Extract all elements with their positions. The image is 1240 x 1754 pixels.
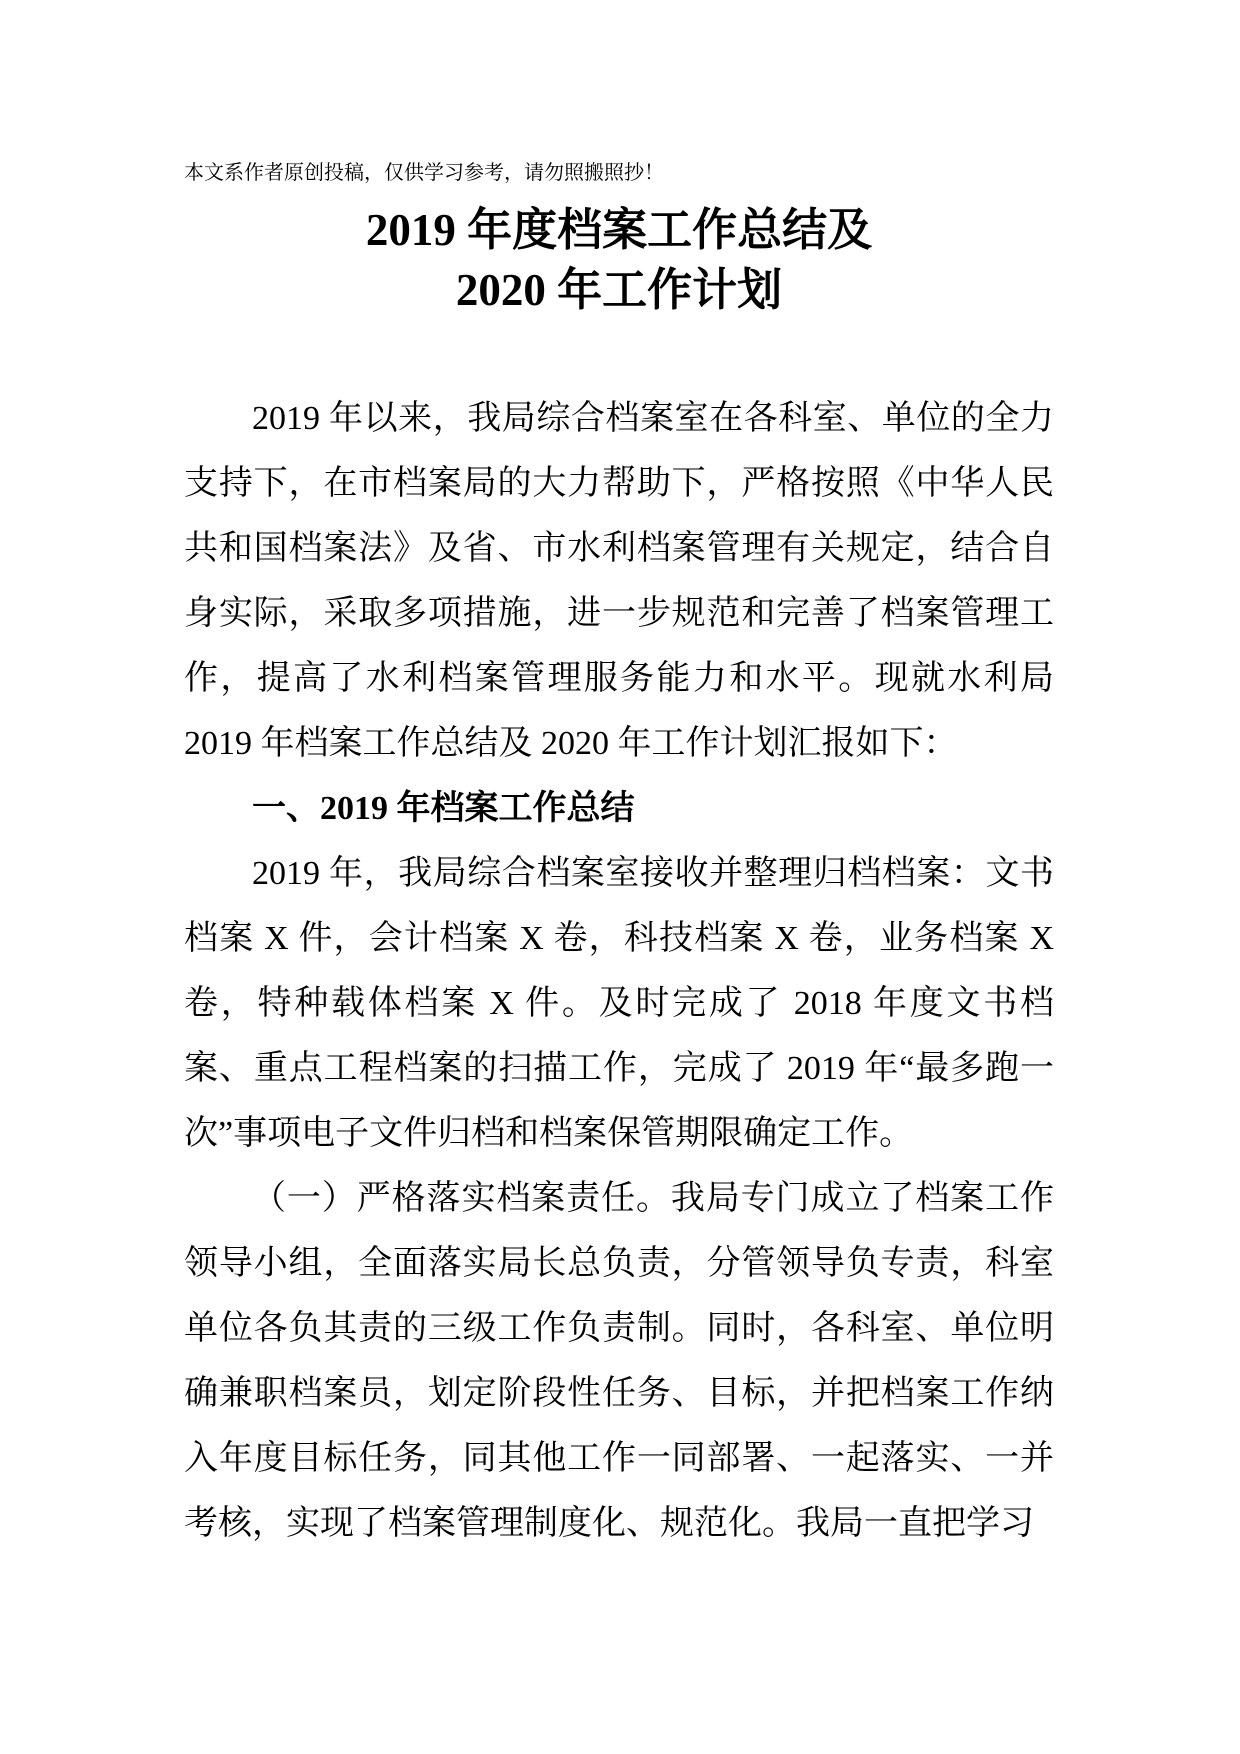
- paragraph-archive-statistics: 2019 年，我局综合档案室接收并整理归档档案：文书档案 X 件，会计档案 X 卷，科技档案 X 卷，业务档案 X 卷，特种载体档案 X 件。及时完成了 2018 年度文书档案、重点工程档案的扫描工作，完成了 2019 年“最多跑一次”事项电子文件归档和档案保管期限确定工作。: [184, 855, 1054, 1152]
- document-body: [184, 386, 1054, 1556]
- section-heading-2019-summary: 一、2019 年档案工作总结: [252, 790, 635, 827]
- title-line-2: 2020 年工作计划: [455, 265, 783, 315]
- disclaimer-text: 本文系作者原创投稿，仅供学习参考，请勿照搬照抄！: [184, 162, 664, 184]
- paragraph-intro: 2019 年以来，我局综合档案室在各科室、单位的全力支持下，在市档案局的大力帮助下，严格按照《中华人民共和国档案法》及省、市水利档案管理有关规定，结合自身实际，采取多项措施，进一步规范和完善了档案管理工作，提高了水利档案管理服务能力和水平。现就水利局 2019 年档案工作总结及 2020 年工作计划汇报如下：: [184, 400, 1054, 762]
- document-title: [184, 200, 1054, 320]
- title-line-1: 2019 年度档案工作总结及: [365, 205, 873, 255]
- paragraph-archive-responsibility: （一）严格落实档案责任。我局专门成立了档案工作领导小组，全面落实局长总负责，分管领导负专责，科室单位各负其责的三级工作负责制。同时，各科室、单位明确兼职档案员，划定阶段性任务、目标，并把档案工作纳入年度目标任务，同其他工作一同部署、一起落实、一并考核，实现了档案管理制度化、规范化。我局一直把学习: [184, 1180, 1054, 1542]
